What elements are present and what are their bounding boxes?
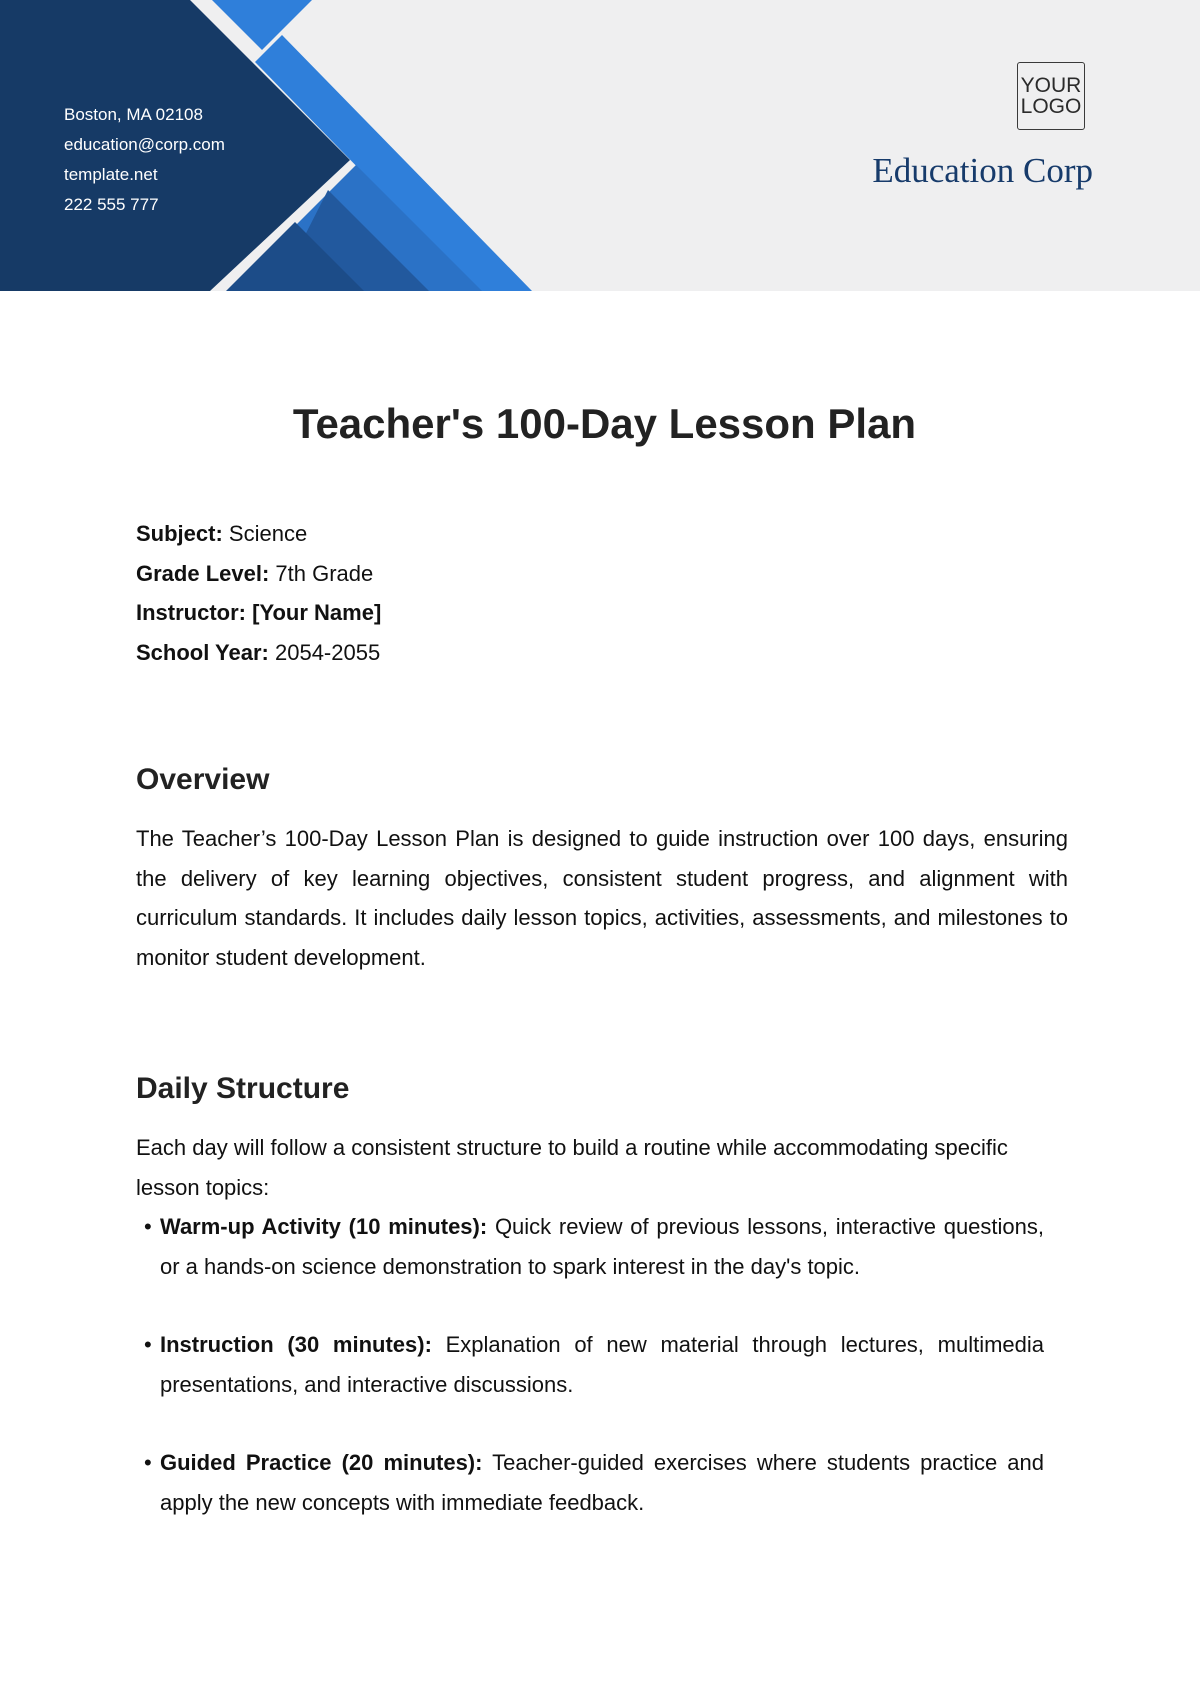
daily-structure-intro: Each day will follow a consistent structure to build a routine while accommodating specific lesson topics: (136, 1135, 1008, 1200)
company-name: Education Corp (872, 151, 1093, 190)
overview-heading: Overview (136, 763, 270, 796)
overview-text: The Teacher’s 100-Day Lesson Plan is designed to guide instruction over 100 days, ensuring the delivery of key learning objectives, consistent student progress, and alignment with curriculum standards. It includes daily lesson topics, activities, assessments, and milestones to monitor student development. (136, 826, 1068, 970)
list-item-warm-up (144, 1207, 1044, 1286)
lesson-details (136, 514, 381, 672)
logo-line-2: LOGO (1020, 95, 1082, 118)
detail-label: Subject: (136, 521, 223, 546)
list-item-instruction (144, 1325, 1045, 1404)
detail-value: 2054-2055 (268, 639, 381, 665)
contact-address: Boston, MA 02108 (64, 105, 203, 124)
contact-info (64, 100, 225, 220)
page-header (0, 0, 1200, 291)
bullet-icon: • (144, 1450, 152, 1475)
detail-school-year (136, 633, 381, 673)
list-item-text: Teacher-guided exercises where students practice and apply the new concepts with immediate feedback. (160, 1450, 1044, 1515)
contact-email: education@corp.com (64, 135, 225, 154)
bullet-icon: • (144, 1214, 152, 1239)
detail-instructor (136, 593, 381, 633)
list-item-text: Quick review of previous lessons, interactive questions, or a hands-on science demonstration to spark interest in the day's topic. (160, 1214, 1044, 1279)
detail-subject (136, 514, 381, 554)
contact-phone: 222 555 777 (64, 195, 159, 214)
contact-website: template.net (64, 165, 158, 184)
detail-label: Instructor: [Your Name] (136, 600, 382, 625)
detail-grade-level (136, 554, 381, 594)
detail-value: Science (222, 521, 308, 546)
detail-label: Grade Level: (136, 560, 270, 586)
list-item-text: Explanation of new material through lectures, multimedia presentations, and interactive discussions. (160, 1332, 1045, 1397)
logo-placeholder (1017, 62, 1085, 130)
daily-structure-heading: Daily Structure (136, 1072, 350, 1105)
list-item-label: Guided Practice (20 minutes): (160, 1450, 483, 1475)
bullet-icon: • (144, 1332, 152, 1357)
logo-line-1: YOUR (1020, 74, 1082, 97)
list-item-guided-practice (144, 1443, 1044, 1522)
list-item-label: Warm-up Activity (10 minutes): (160, 1214, 488, 1239)
detail-value: 7th Grade (269, 560, 374, 586)
page-title: Teacher's 100-Day Lesson Plan (292, 400, 917, 447)
list-item-label: Instruction (30 minutes): (160, 1332, 432, 1357)
detail-label: School Year: (136, 639, 269, 665)
